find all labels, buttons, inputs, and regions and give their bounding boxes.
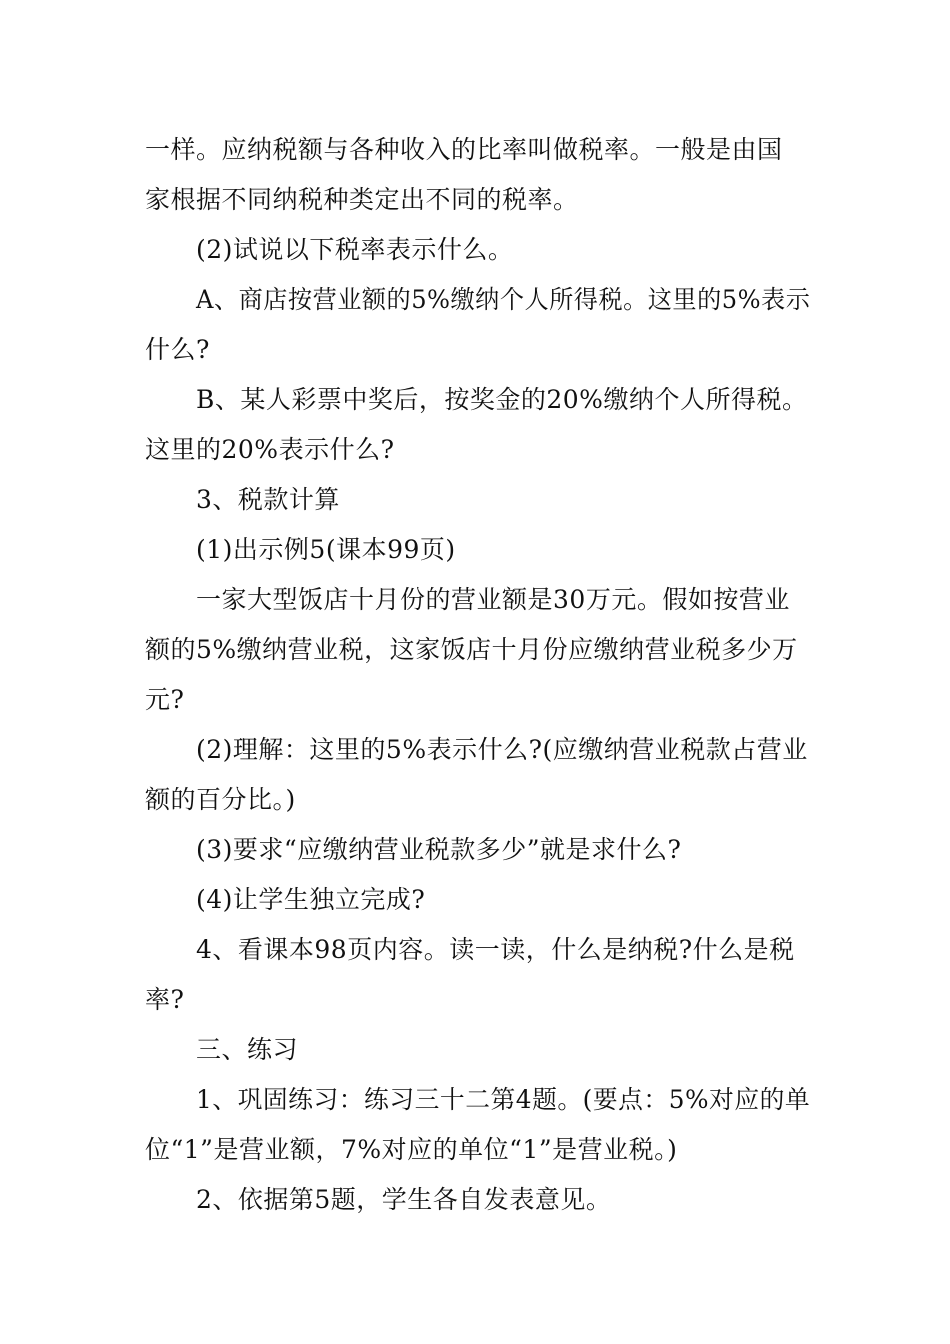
text-line-14: 额的百分比。) — [145, 785, 296, 814]
text-line-21: 位“1”是营业额，7%对应的单位“1”是营业税。) — [145, 1135, 678, 1164]
text-line-13: (2)理解：这里的5%表示什么?(应缴纳营业税款占营业 — [196, 735, 808, 764]
section-heading-practice: 三、练习 — [196, 1035, 299, 1064]
text-line-1: 一样。应纳税额与各种收入的比率叫做税率。一般是由国 — [145, 135, 783, 164]
text-line-5: 什么? — [145, 335, 210, 364]
text-line-17: 4、看课本98页内容。读一读，什么是纳税?什么是税 — [196, 935, 795, 964]
text-line-12: 元? — [145, 685, 185, 714]
text-line-11: 额的5%缴纳营业税，这家饭店十月份应缴纳营业税多少万 — [145, 635, 798, 664]
text-line-4: A、商店按营业额的5%缴纳个人所得税。这里的5%表示 — [196, 285, 811, 314]
text-line-15: (3)要求“应缴纳营业税款多少”就是求什么? — [196, 835, 682, 864]
text-line-10: 一家大型饭店十月份的营业额是30万元。假如按营业 — [196, 585, 790, 614]
text-line-20: 1、巩固练习：练习三十二第4题。(要点：5%对应的单 — [196, 1085, 811, 1114]
text-line-6: B、某人彩票中奖后，按奖金的20%缴纳个人所得税。 — [196, 385, 808, 414]
text-line-7: 这里的20%表示什么? — [145, 435, 395, 464]
text-line-8: 3、税款计算 — [196, 485, 340, 514]
text-line-9: (1)出示例5(课本99页) — [196, 535, 456, 564]
text-line-16: (4)让学生独立完成? — [196, 885, 426, 914]
text-line-22: 2、依据第5题，学生各自发表意见。 — [196, 1185, 612, 1214]
text-line-2: 家根据不同纳税种类定出不同的税率。 — [145, 185, 579, 214]
text-line-18: 率? — [145, 985, 185, 1014]
text-line-3: (2)试说以下税率表示什么。 — [196, 235, 514, 264]
